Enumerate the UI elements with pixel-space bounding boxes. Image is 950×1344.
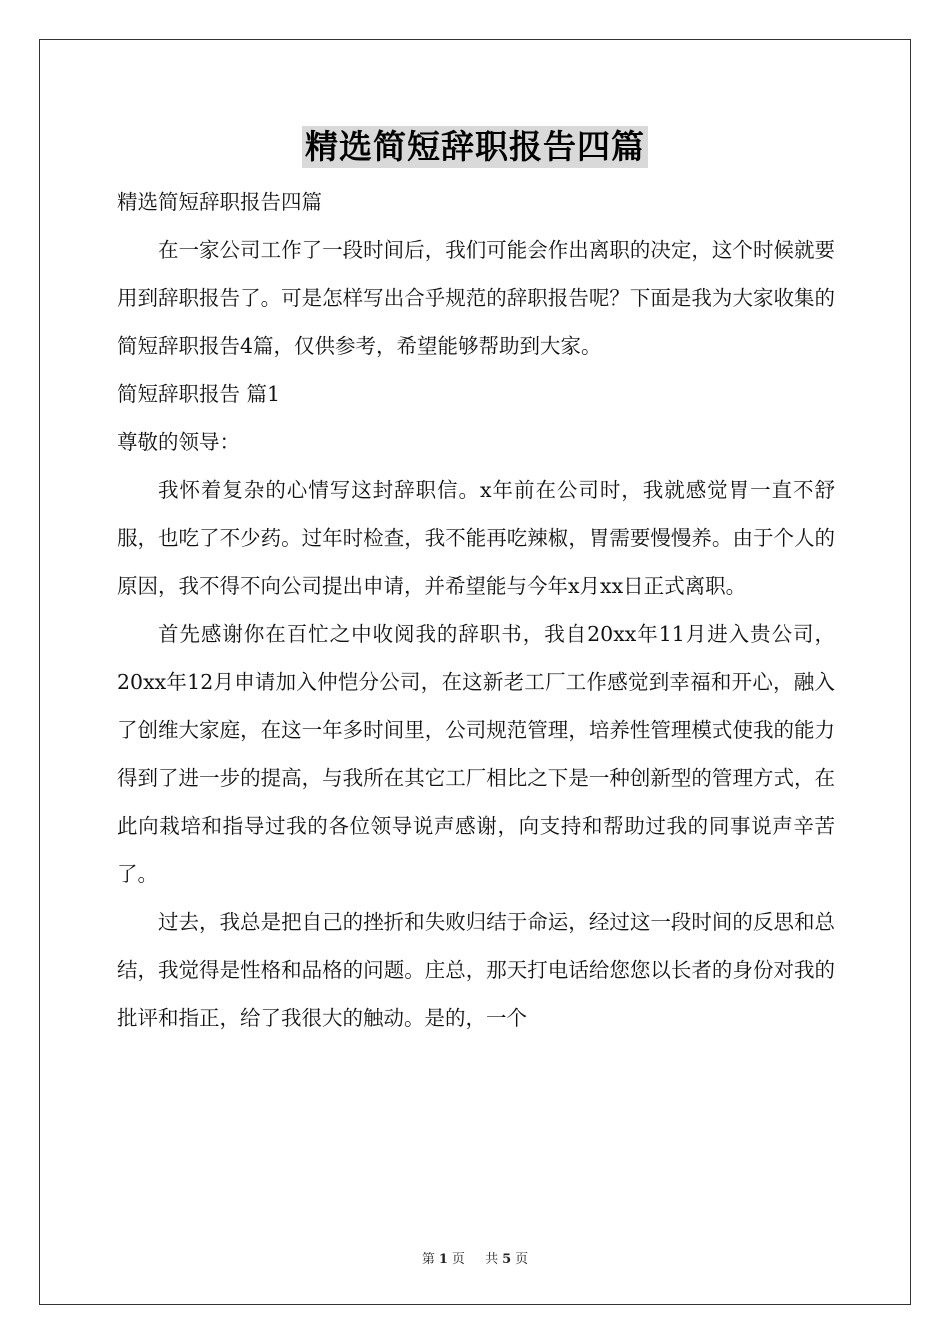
page-footer xyxy=(0,1248,950,1267)
body-paragraph: 我怀着复杂的心情写这封辞职信。x年前在公司时，我就感觉胃一直不舒服，也吃了不少药。过年时检查，我不能再吃辣椒，胃需要慢慢养。由于个人的原因，我不得不向公司提出申请，并希望能与今年x月xx日正式离职。 xyxy=(117,478,835,598)
page-indicator xyxy=(418,1252,469,1267)
page-prefix: 第 xyxy=(421,1252,435,1267)
document-title-text: 精选简短辞职报告四篇 xyxy=(302,126,648,168)
total-suffix: 页 xyxy=(515,1252,529,1267)
salutation: 尊敬的领导： xyxy=(117,430,240,454)
section-heading: 简短辞职报告 篇1 xyxy=(117,382,281,406)
total-pages: 5 xyxy=(502,1252,512,1267)
document-subtitle: 精选简短辞职报告四篇 xyxy=(117,190,322,214)
page-number: 1 xyxy=(438,1252,448,1267)
body-paragraph: 过去，我总是把自己的挫折和失败归结于命运，经过这一段时间的反思和总结，我觉得是性格和品格的问题。庄总，那天打电话给您您以长者的身份对我的批评和指正，给了我很大的触动。是的，一个 xyxy=(117,910,835,1030)
document-title xyxy=(0,126,950,168)
total-indicator xyxy=(481,1252,532,1267)
total-prefix: 共 xyxy=(485,1252,499,1267)
document-body xyxy=(117,178,835,1042)
intro-paragraph: 在一家公司工作了一段时间后，我们可能会作出离职的决定，这个时候就要用到辞职报告了。可是怎样写出合乎规范的辞职报告呢？下面是我为大家收集的简短辞职报告4篇，仅供参考，希望能够帮助到大家。 xyxy=(117,238,835,358)
body-paragraph: 首先感谢你在百忙之中收阅我的辞职书，我自20xx年11月进入贵公司，20xx年12月申请加入仲恺分公司，在这新老工厂工作感觉到幸福和开心，融入了创维大家庭，在这一年多时间里，公司规范管理，培养性管理模式使我的能力得到了进一步的提高，与我所在其它工厂相比之下是一种创新型的管理方式，在此向栽培和指导过我的各位领导说声感谢，向支持和帮助过我的同事说声辛苦了。 xyxy=(117,622,835,886)
page-suffix: 页 xyxy=(451,1252,465,1267)
